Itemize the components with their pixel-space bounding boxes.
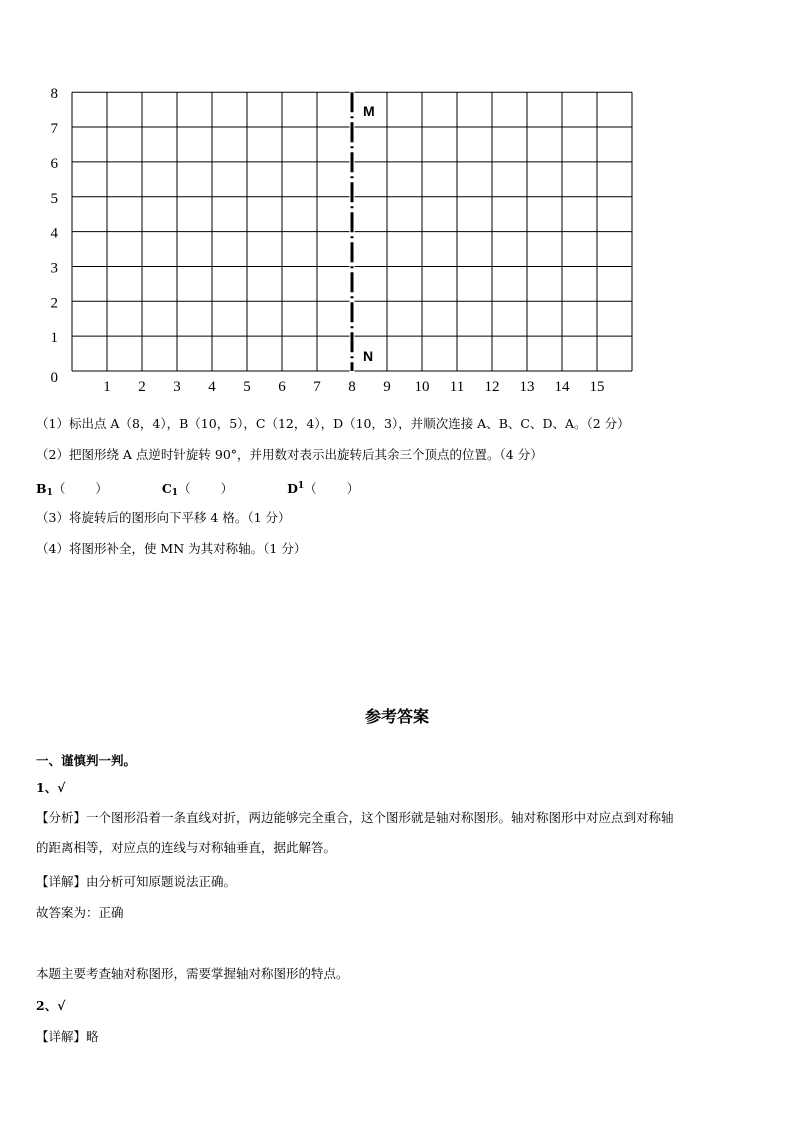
d1-blank[interactable]: （ ） [304, 481, 360, 496]
x-tick-label: 5 [243, 379, 251, 395]
x-tick-label: 6 [278, 379, 286, 395]
item-2-number: 2、√ [36, 998, 66, 1013]
x-tick-label: 3 [173, 379, 181, 395]
question-3: （3）将旋转后的图形向下平移 4 格。（1 分） [36, 510, 291, 525]
answer-key-title: 参考答案 [364, 707, 429, 726]
x-tick-label: 15 [589, 379, 605, 395]
x-tick-label: 7 [313, 379, 321, 395]
question-1: （1）标出点 A（8，4），B（10，5），C（12，4），D（10，3），并顺次连接 A、B、C、D、A。（2 分） [36, 416, 630, 431]
x-tick-label: 4 [208, 379, 216, 395]
y-tick-label: 5 [50, 190, 58, 207]
c1-blank[interactable]: （ ） [178, 481, 234, 496]
y-tick-label: 4 [50, 225, 58, 242]
item-1-detail: 【详解】由分析可知原题说法正确。 [36, 874, 237, 889]
y-tick-label: 8 [50, 86, 58, 103]
x-tick-label: 2 [138, 379, 146, 395]
x-tick-label: 11 [449, 379, 465, 395]
question-4: （4）将图形补全，使 MN 为其对称轴。（1 分） [36, 541, 307, 556]
question-2: （2）把图形绕 A 点逆时针旋转 90°，并用数对表示出旋转后其余三个顶点的位置。（4 分） [36, 447, 543, 462]
x-tick-label: 1 [103, 379, 111, 395]
item-1-number: 1、√ [36, 780, 66, 795]
x-tick-label: 12 [484, 379, 500, 395]
item-2-detail: 【详解】略 [36, 1029, 99, 1044]
y-tick-label: 1 [50, 330, 58, 347]
answer-blanks-row [36, 478, 359, 501]
y-tick-label: 7 [50, 121, 58, 138]
c1-label: $C_1$ [161, 481, 179, 498]
x-tick-label: 14 [554, 379, 570, 395]
item-1-summary: 本题主要考查轴对称图形，需要掌握轴对称图形的特点。 [36, 966, 349, 981]
x-tick-label: 10 [414, 379, 430, 395]
x-tick-label: 8 [348, 379, 356, 395]
coordinate-grid [0, 0, 794, 400]
item-1-analysis: 【分析】一个图形沿着一条直线对折，两边能够完全重合，这个图形就是轴对称图形。轴对称图形中对应点到对称轴 的距离相等，对应点的连线与对称轴垂直，据此解答。 [36, 810, 674, 855]
y-tick-label: 2 [50, 295, 58, 312]
x-tick-label: 13 [519, 379, 535, 395]
section-heading: 一、谨慎判一判。 [36, 753, 137, 768]
y-tick-label: 6 [50, 155, 58, 172]
item-1-answer: 故答案为：正确 [36, 905, 124, 920]
b1-label: $B_1$ [36, 481, 53, 498]
axis-label-m: M [363, 103, 375, 120]
y-tick-label: 0 [50, 370, 58, 386]
d1-label: $D^1$ [287, 481, 305, 496]
axis-label-n: N [363, 348, 374, 364]
b1-blank[interactable]: （ ） [52, 481, 108, 496]
x-tick-label: 9 [383, 379, 391, 395]
y-tick-label: 3 [50, 260, 58, 277]
